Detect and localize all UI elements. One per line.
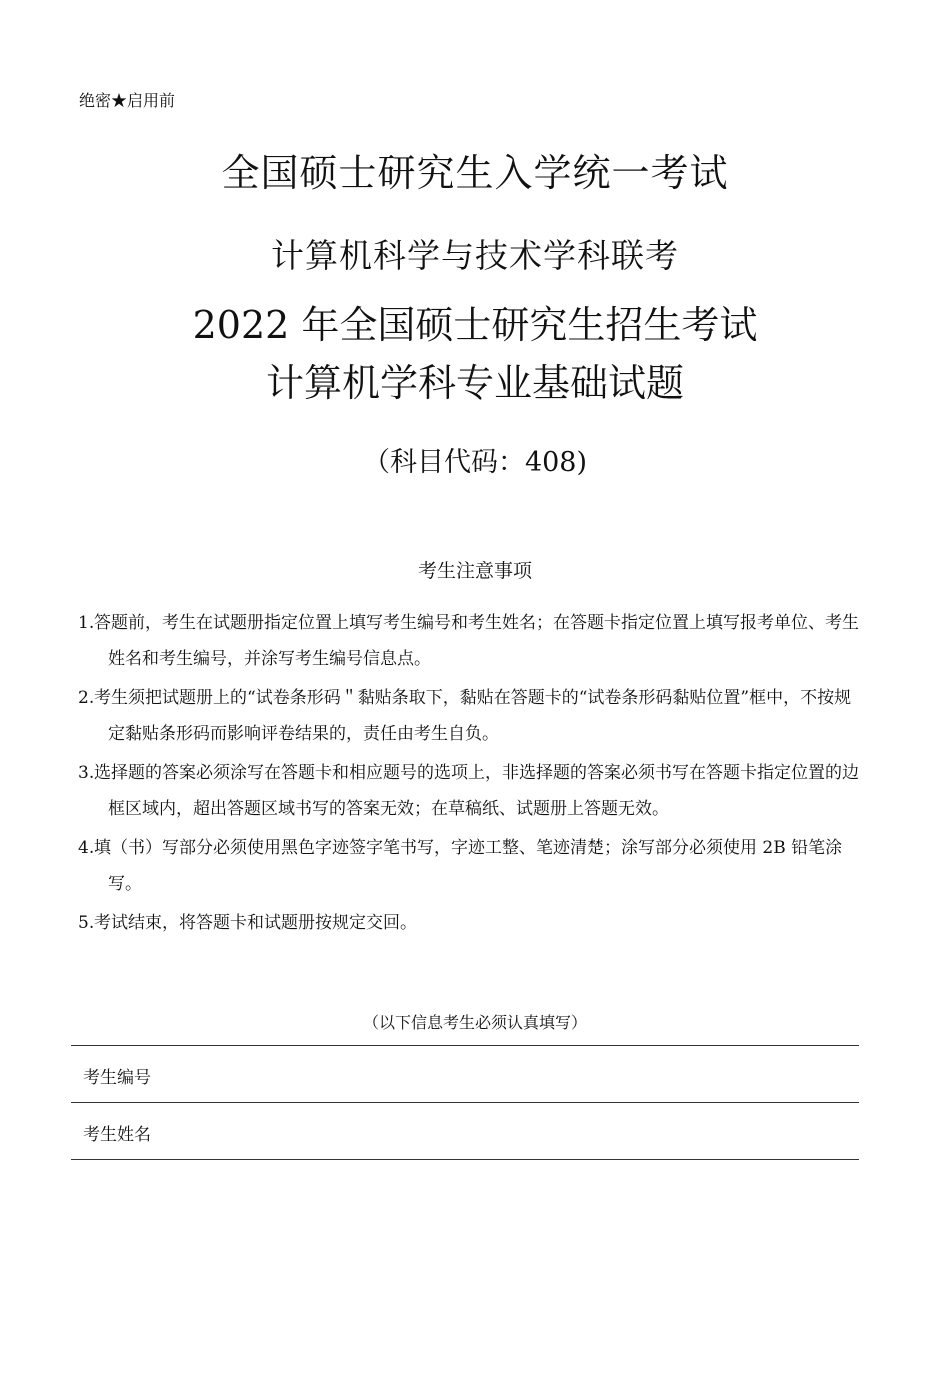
candidate-name-row[interactable]: [71, 1103, 859, 1160]
notice-item-number: 2.: [78, 688, 95, 708]
exam-paper-title: 计算机学科专业基础试题: [265, 361, 684, 405]
notice-item: [78, 680, 868, 752]
notice-item: [78, 905, 868, 941]
notice-item-text: 答题前，考生在试题册指定位置上填写考生编号和考生姓名；在答题卡指定位置上填写报考单位、考生姓名和考生编号，并涂写考生编号信息点。: [94, 613, 859, 669]
candidate-number-row[interactable]: [71, 1046, 859, 1103]
notice-item-number: 3.: [78, 763, 95, 783]
fill-in-prompt: （以下信息考生必须认真填写）: [362, 1013, 587, 1032]
notice-item: [78, 755, 868, 827]
candidate-number-label: 考生编号: [83, 1068, 151, 1088]
exam-title: 全国硕士研究生入学统一考试: [221, 151, 729, 195]
subject-code: （科目代码：408): [362, 447, 588, 478]
candidate-name-label: 考生姓名: [83, 1125, 151, 1145]
candidate-info-table: [71, 1045, 859, 1160]
notice-item: [78, 830, 868, 902]
notice-item-text: 考试结束，将答题卡和试题册按规定交回。: [94, 913, 417, 933]
confidential-mark: 绝密★启用前: [79, 91, 176, 110]
notice-heading: 考生注意事项: [417, 560, 532, 582]
notice-item-text: 选择题的答案必须涂写在答题卡和相应题号的选项上，非选择题的答案必须书写在答题卡指定位置的边框区域内，超出答题区域书写的答案无效；在草稿纸、试题册上答题无效。: [94, 763, 859, 819]
notice-item-number: 5.: [78, 913, 95, 933]
notice-item-text: 填（书）写部分必须使用黑色字迹签字笔书写，字迹工整、笔迹清楚；涂写部分必须使用 2B 铅笔涂写。: [94, 838, 843, 894]
exam-year-title: 2022 年全国硕士研究生招生考试: [192, 303, 758, 347]
exam-subtitle: 计算机科学与技术学科联考: [271, 236, 679, 275]
notice-item-number: 1.: [78, 613, 95, 633]
notice-list: [78, 605, 868, 944]
notice-item-text: 考生须把试题册上的“试卷条形码＂黏贴条取下，黏贴在答题卡的“试卷条形码黏贴位置”框中，不按规定黏贴条形码而影响评卷结果的，责任由考生自负。: [94, 688, 852, 744]
notice-item: [78, 605, 868, 677]
notice-item-number: 4.: [78, 838, 95, 858]
